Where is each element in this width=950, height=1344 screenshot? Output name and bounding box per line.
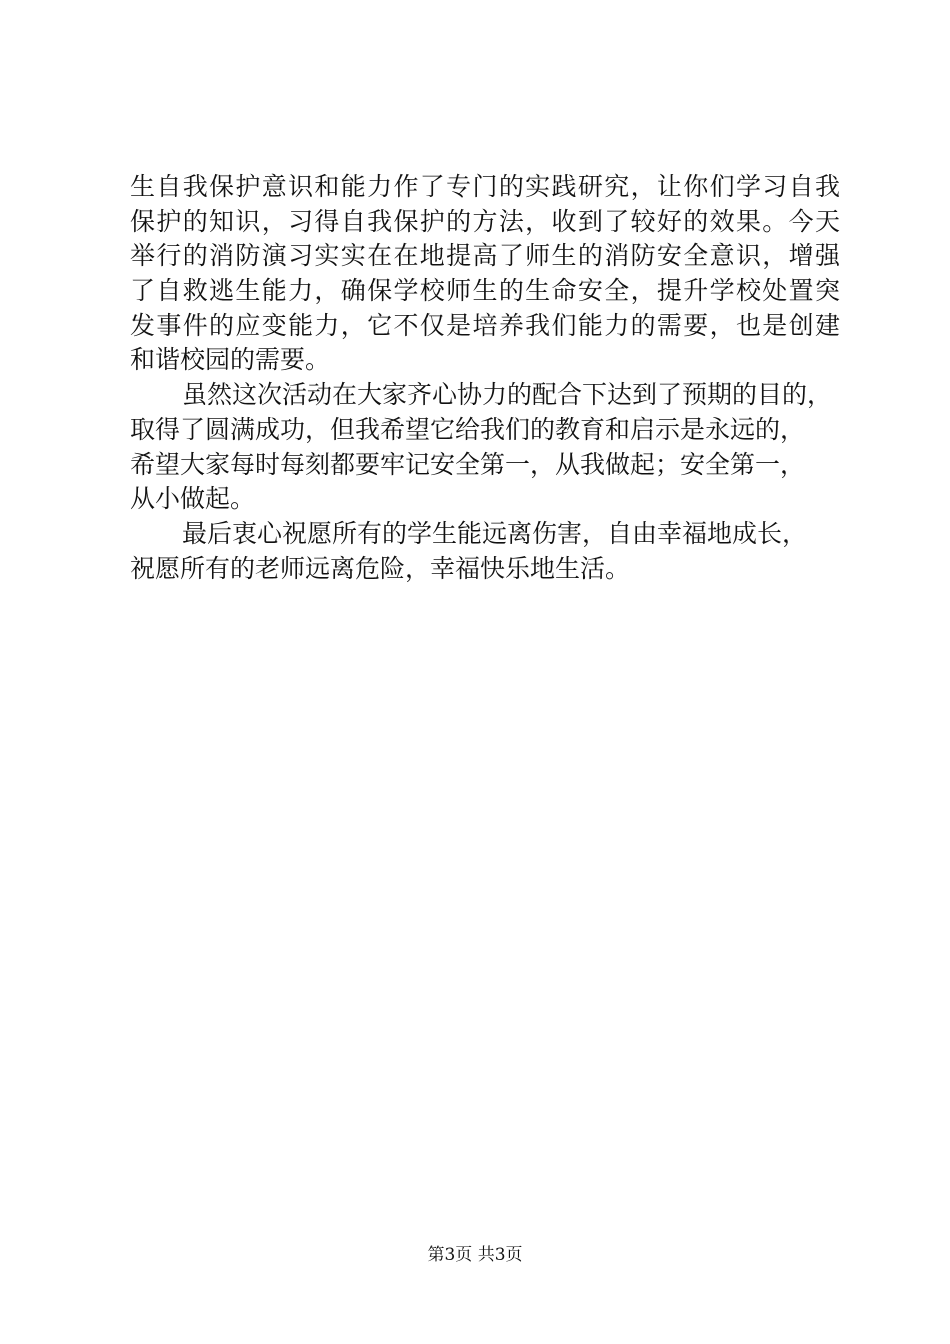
text-line: 希望大家每时每刻都要牢记安全第一，从我做起；安全第一， [130, 449, 806, 479]
text-line: 从小做起。 [130, 484, 256, 514]
text-line: 祝愿所有的老师远离危险，幸福快乐地生活。 [130, 553, 631, 583]
paragraph-start-line: 虽然这次活动在大家齐心协力的配合下达到了预期的目的， [182, 380, 833, 410]
body-text [130, 170, 840, 586]
paragraph-start-line: 最后衷心祝愿所有的学生能远离伤害，自由幸福地成长， [182, 518, 808, 548]
text-line: 取得了圆满成功，但我希望它给我们的教育和启示是永远的， [130, 414, 806, 444]
text-line: 举行的消防演习实实在在地提高了师生的消防安全意识，增强 [130, 241, 840, 271]
page-footer: 第3页 共3页 [427, 1245, 523, 1265]
text-line: 发事件的应变能力，它不仅是培养我们能力的需要，也是创建 [130, 310, 840, 340]
text-line: 生自我保护意识和能力作了专门的实践研究，让你们学习自我 [130, 172, 840, 201]
text-line: 了自救逃生能力，确保学校师生的生命安全，提升学校处置突 [130, 276, 840, 306]
text-line: 和谐校园的需要。 [130, 345, 331, 375]
text-line: 保护的知识，习得自我保护的方法，收到了较好的效果。今天 [130, 206, 840, 236]
